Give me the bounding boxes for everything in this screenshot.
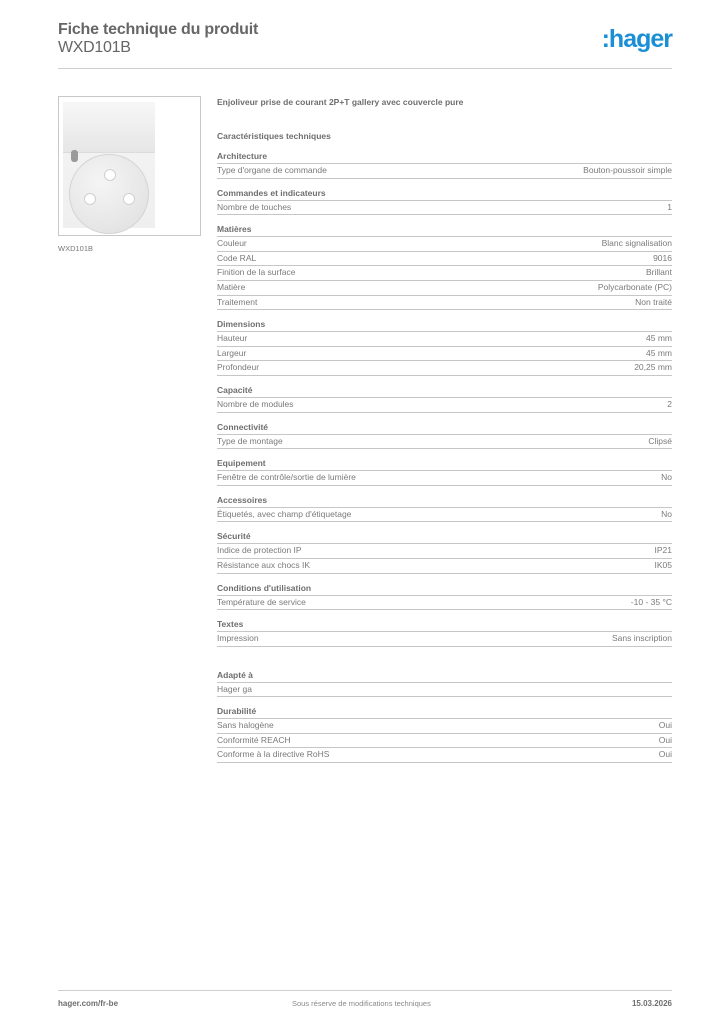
hager-logo: :hager	[601, 25, 672, 53]
section-durabilite	[217, 705, 672, 763]
spec-row	[217, 734, 672, 749]
spec-label: Code RAL	[217, 252, 257, 263]
spec-label: Couleur	[217, 238, 247, 249]
page-title: Fiche technique du produit	[58, 21, 259, 38]
section-title: Connectivité	[217, 421, 672, 435]
spec-row	[217, 544, 672, 559]
section-title: Dimensions	[217, 318, 672, 332]
section-textes	[217, 618, 672, 647]
spec-value: 45 mm	[646, 347, 672, 358]
section-title: Commandes et indicateurs	[217, 187, 672, 201]
section-title: Sécurité	[217, 530, 672, 544]
spec-label: Impression	[217, 633, 259, 644]
product-image	[58, 96, 201, 236]
spec-label: Fenêtre de contrôle/sortie de lumière	[217, 472, 356, 483]
footer-notice: Sous réserve de modifications techniques	[292, 999, 431, 1008]
product-description: Enjoliveur prise de courant 2P+T gallery avec couvercle pure	[217, 97, 464, 107]
spec-label: Étiquetés, avec champ d'étiquetage	[217, 508, 352, 519]
spec-value: No	[661, 472, 672, 483]
footer-date: 15.03.2026	[631, 999, 672, 1008]
section-matieres	[217, 223, 672, 310]
spec-row	[217, 596, 672, 611]
section-title: Conditions d'utilisation	[217, 582, 672, 596]
spec-label: Matière	[217, 281, 246, 292]
section-connectivite	[217, 421, 672, 450]
spec-row	[217, 719, 672, 734]
section-equipement	[217, 457, 672, 486]
spec-label: Largeur	[217, 347, 247, 358]
section-title: Architecture	[217, 150, 672, 164]
earth-pin-hole	[104, 169, 116, 181]
socket-hinge	[71, 150, 78, 162]
spec-value: Clipsé	[648, 435, 672, 446]
spec-row	[217, 398, 672, 413]
section-capacite	[217, 384, 672, 413]
spec-label: Nombre de modules	[217, 398, 294, 409]
spec-label: Profondeur	[217, 362, 260, 373]
spec-value: 2	[667, 398, 672, 409]
spec-row	[217, 296, 672, 311]
section-adapte	[217, 669, 672, 698]
section-title: Accessoires	[217, 494, 672, 508]
footer-divider	[58, 990, 672, 991]
spec-label: Conforme à la directive RoHS	[217, 749, 330, 760]
spec-row	[217, 237, 672, 252]
spec-label: Type de montage	[217, 435, 283, 446]
spec-row	[217, 508, 672, 523]
socket-outlet-image	[63, 102, 155, 228]
spec-value: Bouton-poussoir simple	[583, 165, 672, 175]
spec-row	[217, 361, 672, 376]
spec-label: Hager ga	[217, 683, 252, 694]
spec-label: Sans halogène	[217, 720, 274, 731]
spec-row	[217, 252, 672, 267]
spec-value: Non traité	[635, 296, 672, 307]
spec-content	[217, 96, 672, 771]
spec-value: Brillant	[646, 267, 672, 278]
spec-value: -10 - 35 °C	[630, 596, 672, 607]
image-caption: WXD101B	[58, 244, 94, 253]
spec-row	[217, 332, 672, 347]
section-title: Adapté à	[217, 669, 672, 683]
spec-label: Nombre de touches	[217, 201, 292, 212]
section-securite	[217, 530, 672, 573]
spec-label: Finition de la surface	[217, 267, 296, 278]
spec-value: Polycarbonate (PC)	[597, 281, 672, 292]
spec-label: Température de service	[217, 596, 306, 607]
spec-label: Traitement	[217, 296, 258, 307]
spec-value: 20,25 mm	[634, 362, 672, 373]
spec-label: Type d'organe de commande	[217, 165, 327, 175]
spec-value: No	[661, 508, 672, 519]
spec-label: Hauteur	[217, 333, 248, 344]
spec-row	[217, 201, 672, 216]
spec-value: Sans inscription	[611, 633, 672, 644]
spec-row	[217, 748, 672, 763]
spec-value: 45 mm	[646, 333, 672, 344]
spec-label: Résistance aux chocs IK	[217, 559, 311, 570]
footer-website-link[interactable]: hager.com/fr-be	[58, 999, 119, 1008]
spec-row	[217, 683, 672, 698]
spec-value: IK05	[654, 559, 672, 570]
section-title: Equipement	[217, 457, 672, 471]
section-accessoires	[217, 494, 672, 523]
socket-face	[69, 154, 149, 234]
spec-row	[217, 281, 672, 296]
spec-value: 9016	[653, 252, 672, 263]
spacer	[217, 655, 672, 669]
spec-row	[217, 347, 672, 362]
spec-value: Oui	[658, 749, 672, 760]
socket-cover	[63, 102, 155, 153]
spec-row	[217, 266, 672, 281]
spec-row	[217, 435, 672, 450]
characteristics-title: Caractéristiques techniques	[217, 131, 331, 141]
section-title: Durabilité	[217, 705, 672, 719]
section-dimensions	[217, 318, 672, 376]
left-pin-hole	[84, 193, 96, 205]
spec-row	[217, 471, 672, 486]
spec-value: Oui	[658, 734, 672, 745]
spec-label: Conformité REACH	[217, 734, 291, 745]
section-commandes	[217, 187, 672, 216]
spec-value: Oui	[658, 720, 672, 731]
spec-row	[217, 632, 672, 647]
header-divider	[58, 68, 672, 69]
spec-row	[217, 559, 672, 574]
spec-label: Indice de protection IP	[217, 545, 302, 556]
section-title: Capacité	[217, 384, 672, 398]
section-architecture	[217, 150, 672, 179]
right-pin-hole	[123, 193, 135, 205]
product-reference: WXD101B	[58, 39, 131, 56]
spec-value: IP21	[654, 545, 672, 556]
spec-value: Blanc signalisation	[601, 238, 672, 249]
section-title: Textes	[217, 618, 672, 632]
section-title: Matières	[217, 223, 672, 237]
section-conditions	[217, 582, 672, 611]
spec-row	[217, 164, 672, 179]
spec-value: 1	[667, 201, 672, 212]
